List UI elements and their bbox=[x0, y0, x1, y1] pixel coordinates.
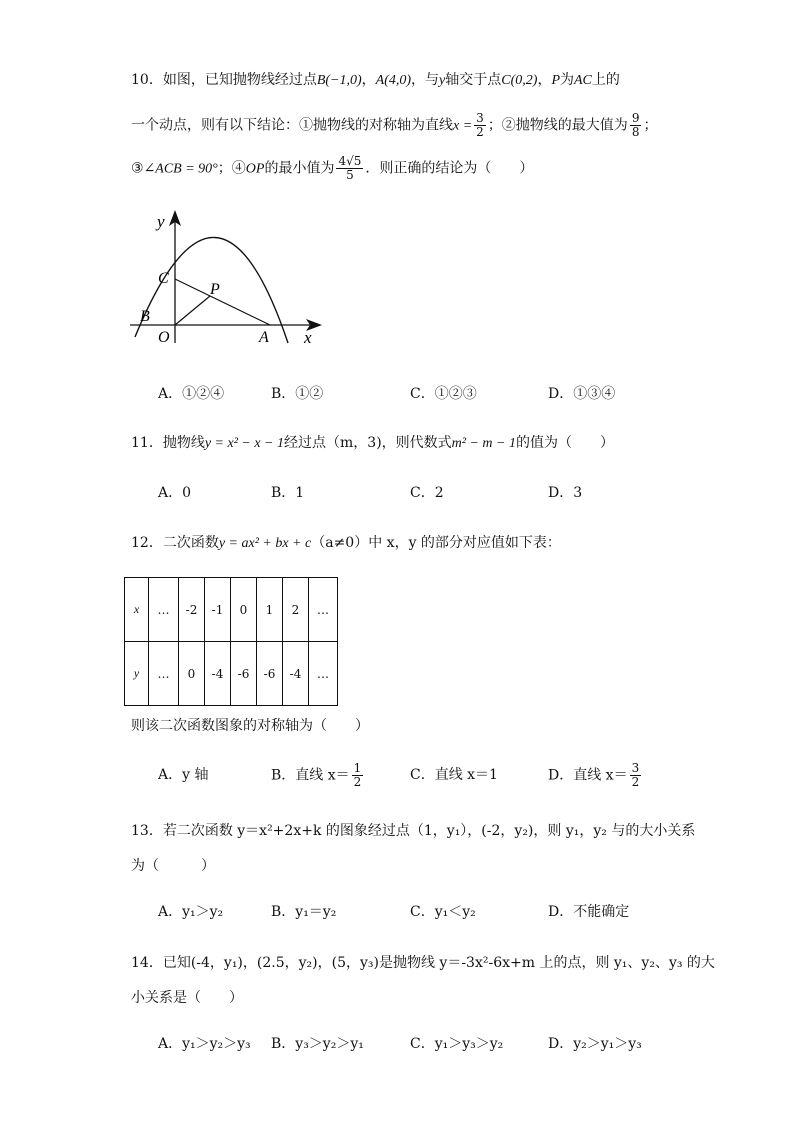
table-cell: 2 bbox=[283, 578, 309, 642]
fraction-1-2 bbox=[352, 762, 364, 789]
q13-line1: 13．若二次函数 y＝x²+2x+k 的图象经过点（1，y₁），(-2，y₂)，则 y₁，y₂ 与的大小关系 bbox=[131, 823, 696, 839]
q14-line1: 14．已知(-4，y₁)，(2.5，y₂)，(5，y₃)是抛物线 y＝-3x²-6x+m 上的点，则 y₁、y₂、y₃ 的大 bbox=[131, 955, 715, 971]
q14-option-d[interactable]: D．y₂＞y₁＞y₃ bbox=[548, 1036, 642, 1052]
x-eq: x = bbox=[453, 118, 473, 134]
label-x: x bbox=[304, 328, 312, 347]
q10-line1 bbox=[131, 70, 620, 91]
q12-condition: （a≠0） bbox=[311, 535, 369, 551]
xy-value-table bbox=[124, 577, 338, 706]
q13-option-c[interactable]: C．y₁＜y₂ bbox=[410, 904, 476, 920]
q11-option-b[interactable]: B．1 bbox=[271, 485, 305, 501]
q14-option-b[interactable]: B．y₃＞y₂＞y₁ bbox=[271, 1036, 364, 1052]
q13-option-a[interactable]: A．y₁＞y₂ bbox=[158, 904, 224, 920]
q10-text: 为 bbox=[560, 72, 574, 88]
frac-num: 9 bbox=[631, 111, 640, 125]
frac-den: 2 bbox=[353, 775, 362, 789]
label-b: B bbox=[140, 308, 150, 325]
q10-sep: ， bbox=[361, 72, 376, 88]
q10-option-d[interactable]: D．①③④ bbox=[548, 386, 616, 402]
q10-line2 bbox=[131, 112, 657, 139]
frac-den: 2 bbox=[631, 775, 640, 789]
table-cell: -4 bbox=[283, 642, 309, 706]
q11-text: 11．抛物线 bbox=[131, 435, 205, 451]
frac-num: 3 bbox=[631, 761, 640, 775]
table-row-y bbox=[125, 642, 338, 706]
q10-text: 10．如图，已知抛物线经过点 bbox=[131, 72, 317, 88]
point-b: B(−1,0) bbox=[316, 73, 362, 88]
label-c: C bbox=[158, 270, 169, 287]
table-cell: x bbox=[125, 578, 149, 642]
q12-option-c[interactable]: C．直线 x＝1 bbox=[410, 767, 498, 783]
q11-expression: m² − m − 1 bbox=[451, 436, 516, 451]
label-o: O bbox=[158, 329, 170, 346]
q10-line3 bbox=[131, 155, 533, 182]
table-cell: -1 bbox=[205, 578, 231, 642]
angle-acb: ∠ACB = 90° bbox=[143, 161, 218, 177]
table-cell: -4 bbox=[205, 642, 231, 706]
q13-line2: 为（ ） bbox=[131, 858, 215, 874]
q12-option-d[interactable] bbox=[548, 762, 643, 789]
q10-option-b[interactable]: B．①② bbox=[271, 386, 324, 402]
q14-option-c[interactable]: C．y₁＞y₃＞y₂ bbox=[410, 1036, 504, 1052]
q10-text: ；④ bbox=[217, 160, 246, 177]
q10-text: 一个动点，则有以下结论：①抛物线的对称轴为直线 bbox=[131, 117, 453, 134]
segment-op-line bbox=[175, 296, 210, 325]
q11-option-c[interactable]: C．2 bbox=[410, 485, 444, 501]
q10-text: ， bbox=[537, 72, 552, 88]
table-cell: … bbox=[309, 578, 338, 642]
fraction-3-2 bbox=[630, 762, 642, 789]
point-c: C(0,2) bbox=[501, 73, 538, 88]
table-cell: y bbox=[125, 642, 149, 706]
q11-line bbox=[131, 433, 614, 454]
q10-text: ； bbox=[643, 117, 658, 134]
segment-op: OP bbox=[245, 161, 265, 177]
q12-option-b-text: B．直线 x＝ bbox=[271, 767, 350, 784]
q12-text: 12．二次函数 bbox=[131, 535, 219, 551]
q12-line bbox=[131, 533, 561, 554]
frac-den: 5 bbox=[346, 168, 354, 182]
q13-option-d[interactable]: D．不能确定 bbox=[548, 904, 630, 920]
table-row-x bbox=[125, 578, 338, 642]
q14-line2: 小关系是（ ） bbox=[131, 990, 243, 1006]
q12-after: 则该二次函数图象的对称轴为（ ） bbox=[131, 718, 369, 734]
frac-num: 4√5 bbox=[338, 154, 362, 168]
table-cell: 0 bbox=[179, 642, 205, 706]
q12-option-a[interactable]: A．y 轴 bbox=[158, 767, 209, 783]
table-cell: … bbox=[309, 642, 338, 706]
label-a: A bbox=[259, 329, 269, 346]
q11-option-a[interactable]: A．0 bbox=[158, 485, 192, 501]
label-p: P bbox=[210, 281, 220, 298]
q10-text: 上的 bbox=[591, 72, 620, 88]
point-a: A(4,0) bbox=[375, 73, 412, 88]
q12-option-b[interactable] bbox=[271, 762, 365, 789]
segment-ac: AC bbox=[574, 73, 592, 88]
point-p: P bbox=[551, 73, 560, 88]
q12-equation: y = ax² + bx + c bbox=[218, 536, 312, 551]
q12-text: 中 x，y 的部分对应值如下表： bbox=[368, 535, 561, 551]
circle-3: ③ bbox=[131, 160, 144, 177]
q11-text: 经过点（m，3)，则代数式 bbox=[284, 435, 452, 451]
frac-num: 1 bbox=[353, 761, 362, 775]
table-cell: -2 bbox=[179, 578, 205, 642]
table-cell: 0 bbox=[231, 578, 257, 642]
table-cell: -6 bbox=[257, 642, 283, 706]
q11-equation: y = x² − x − 1 bbox=[204, 436, 285, 451]
table-cell: 1 bbox=[257, 578, 283, 642]
fraction-9-8 bbox=[630, 112, 642, 139]
label-y: y bbox=[157, 212, 165, 231]
parabola-figure bbox=[130, 205, 330, 350]
q10-text: ，与 bbox=[411, 72, 440, 88]
table-cell: … bbox=[149, 578, 179, 642]
q10-text: ．则正确的结论为（ ） bbox=[365, 160, 534, 177]
frac-den: 2 bbox=[476, 125, 484, 139]
q13-option-b[interactable]: B．y₁＝y₂ bbox=[271, 904, 337, 920]
q11-text: 的值为（ ） bbox=[515, 435, 614, 451]
table-cell: -6 bbox=[231, 642, 257, 706]
fraction-3-2 bbox=[474, 112, 486, 139]
q10-option-c[interactable]: C．①②③ bbox=[410, 386, 477, 402]
table-cell: … bbox=[149, 642, 179, 706]
q10-text: ；②抛物线的最大值为 bbox=[487, 117, 628, 134]
frac-num: 3 bbox=[476, 111, 484, 125]
frac-den: 8 bbox=[631, 125, 640, 139]
q14-option-a[interactable]: A．y₁＞y₂＞y₃ bbox=[158, 1036, 251, 1052]
q11-option-d[interactable]: D．3 bbox=[548, 485, 583, 501]
q10-text: 的最小值为 bbox=[264, 160, 335, 177]
q10-text: 轴交于点 bbox=[445, 72, 502, 88]
fraction-4sqrt5-5 bbox=[336, 155, 363, 182]
q12-option-d-text: D．直线 x＝ bbox=[548, 767, 628, 784]
y-axis-var: y bbox=[439, 73, 446, 88]
q10-option-a[interactable]: A．①②④ bbox=[158, 386, 225, 402]
segment-ca bbox=[175, 279, 270, 325]
